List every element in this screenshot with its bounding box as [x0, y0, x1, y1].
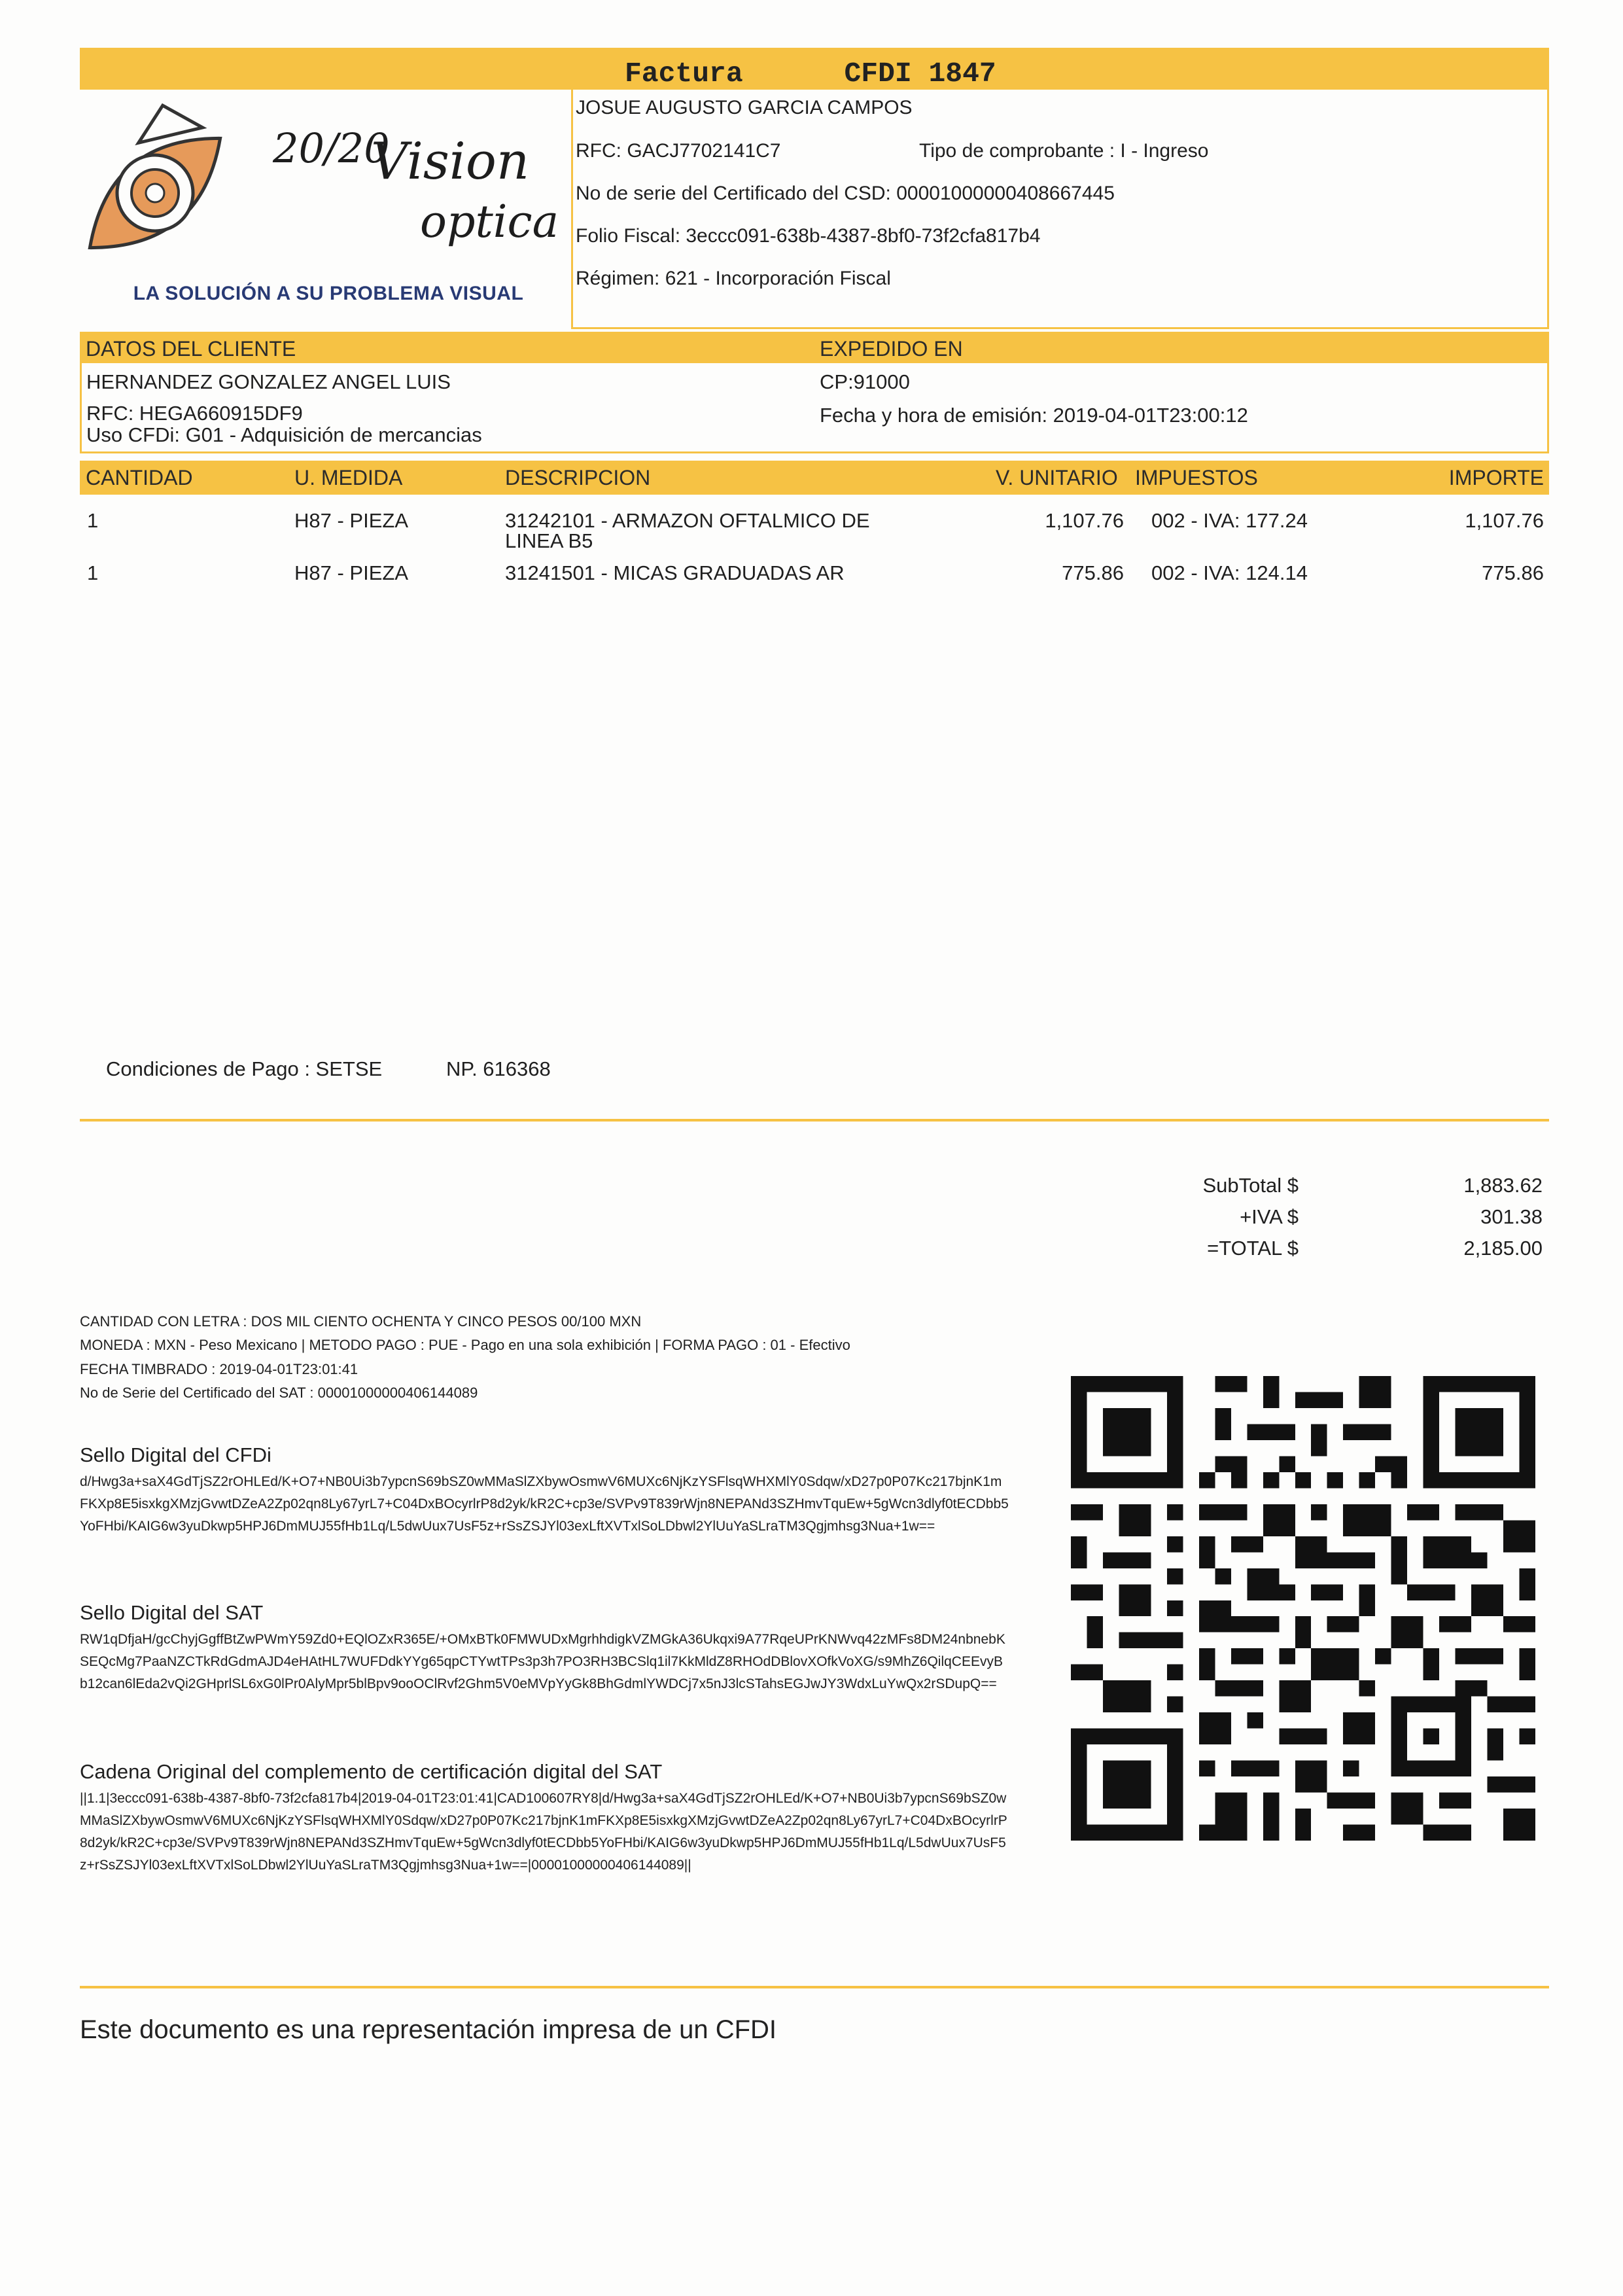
iva-value: 301.38 — [1480, 1205, 1543, 1228]
row-impuestos: 002 - IVA: 177.24 — [1151, 509, 1308, 532]
logo-tagline: LA SOLUCIÓN A SU PROBLEMA VISUAL — [133, 283, 524, 304]
currency-payment-info: MONEDA : MXN - Peso Mexicano | METODO PAGO : PUE - Pago en una sola exhibición | FORMA PAGO : 01 - Efectivo — [80, 1337, 850, 1353]
row-unidad: H87 - PIEZA — [294, 509, 408, 532]
sello-sat-title: Sello Digital del SAT — [80, 1601, 264, 1624]
client-section-bar — [80, 332, 1549, 363]
stamp-date: FECHA TIMBRADO : 2019-04-01T23:01:41 — [80, 1361, 358, 1377]
row-impuestos: 002 - IVA: 124.14 — [1151, 561, 1308, 584]
logo-brand-number: 20/20 — [273, 124, 390, 172]
divider-upper — [80, 1119, 1549, 1122]
issuer-box — [571, 90, 1549, 329]
qr-code — [1071, 1376, 1535, 1841]
total-value: 2,185.00 — [1463, 1237, 1543, 1260]
row-descripcion: 31242101 - ARMAZON OFTALMICO DE — [505, 509, 870, 532]
comprobante-type: Tipo de comprobante : I - Ingreso — [919, 140, 1209, 162]
col-unidad: U. MEDIDA — [294, 466, 403, 489]
title-factura: Factura — [625, 58, 743, 90]
col-unitario: V. UNITARIO — [996, 466, 1118, 489]
row-cantidad: 1 — [87, 561, 99, 584]
row-cantidad: 1 — [87, 509, 99, 532]
row-importe: 775.86 — [1482, 561, 1544, 584]
subtotal-value: 1,883.62 — [1463, 1174, 1543, 1197]
cadena-title: Cadena Original del complemento de certificación digital del SAT — [80, 1760, 663, 1783]
iva-label: +IVA $ — [1240, 1205, 1299, 1228]
col-cantidad: CANTIDAD — [86, 466, 193, 489]
fiscal-folio: Folio Fiscal: 3eccc091-638b-4387-8bf0-73f2cfa817b4 — [576, 225, 1041, 247]
issuer-rfc: RFC: GACJ7702141C7 — [576, 140, 781, 162]
sat-cert-serial: No de Serie del Certificado del SAT : 00001000000406144089 — [80, 1385, 478, 1401]
client-name: HERNANDEZ GONZALEZ ANGEL LUIS — [86, 370, 451, 393]
tax-regime: Régimen: 621 - Incorporación Fiscal — [576, 268, 891, 289]
col-impuestos: IMPUESTOS — [1135, 466, 1258, 489]
client-section-label: DATOS DEL CLIENTE — [86, 337, 296, 361]
row-unidad: H87 - PIEZA — [294, 561, 408, 584]
np-number: NP. 616368 — [446, 1057, 551, 1080]
logo-brand-word: Vision — [371, 132, 530, 191]
title-cfdi-number: CFDI 1847 — [844, 58, 996, 90]
csd-serial: No de serie del Certificado del CSD: 00001000000408667445 — [576, 183, 1115, 204]
cadena-text: ||1.1|3eccc091-638b-4387-8bf0-73f2cfa817b4|2019-04-01T23:01:41|CAD100607RY8|d/Hwg3a+saX4GdTjSZ2rOHLEd/K+O7+NB0Ui3b7ypcnS69bSZ0wMMaSlZXbywOsmwV6MUXc6NjKzYSFlsqWHXMlY0Sdqw/xD27p0P07Kc217bjnK1mFKXp8E5isxkgXMzjGvwtDZeA2Zp02qn8Ly67yrL7+C04DxBOcyrlrP8d2yk/kR2C+cp3e/SVPv9T839rWjn8NEPANd3SZHmvTquEw+5gWcn3dlyf0tECDbb5YoFHbi/KAIG6w3yuDkwp5HPJ6DmMUJ55fHb1Lq/L5dwUux7UsF5z+rSsZSJYl03exLftXVTxlSoLDbwl2YlUuYaSLraTM3Qgjmhsg3Nua+1w==|00001000000406144089|| — [80, 1791, 1007, 1873]
col-descripcion: DESCRIPCION — [505, 466, 651, 489]
payment-conditions: Condiciones de Pago : SETSE — [106, 1057, 383, 1080]
row-unitario: 775.86 — [1062, 561, 1124, 584]
expedido-cp: CP:91000 — [820, 370, 910, 393]
issuer-name: JOSUE AUGUSTO GARCIA CAMPOS — [576, 97, 913, 118]
client-uso-cfdi: Uso CFDi: G01 - Adquisición de mercancias — [86, 423, 482, 446]
col-importe: IMPORTE — [1448, 466, 1544, 489]
sello-sat-text: RW1qDfjaH/gcChyjGgffBtZwPWmY59Zd0+EQlOZxR365E/+OMxBTk0FMWUDxMgrhhdigkVZMGkA36Ukqxi9A77RqeUPrKNWvq42zMFs8DM24nbnebKSEQcMg7PaaNZCTkRdGdmAJD4eHAtHL7WUFDdkYYg65qpCTYwtTPs3p3h7PO3RH3BCSlq1il7KkMldZ8RHOdDBlovXOfkVoXG/s9MhZ6QilqCEEvyBb12can6lEda2vQi2GHprlSL6xG0lPr0AlyMpr5blBpv9ooOClRvf2Ghm5V0eMVpYyGk8BhGdmlYWDCj7x5nJ3lcSTahsEGJwJY3WdxLuYwQx2rSDupQ== — [80, 1632, 1005, 1691]
company-logo — [80, 98, 577, 314]
row-descripcion: 31241501 - MICAS GRADUADAS AR — [505, 561, 845, 584]
sello-cfdi-title: Sello Digital del CFDi — [80, 1443, 271, 1466]
amount-in-words: CANTIDAD CON LETRA : DOS MIL CIENTO OCHENTA Y CINCO PESOS 00/100 MXN — [80, 1313, 642, 1330]
logo-brand-sub: optica — [420, 196, 559, 248]
expedido-section-label: EXPEDIDO EN — [820, 337, 963, 361]
client-rfc: RFC: HEGA660915DF9 — [86, 402, 303, 425]
total-label: =TOTAL $ — [1207, 1237, 1299, 1260]
row-unitario: 1,107.76 — [1045, 509, 1124, 532]
divider-lower — [80, 1986, 1549, 1988]
footer-note: Este documento es una representación impresa de un CFDI — [80, 2015, 777, 2044]
emission-datetime: Fecha y hora de emisión: 2019-04-01T23:00:12 — [820, 404, 1248, 427]
invoice-title — [625, 58, 996, 90]
subtotal-label: SubTotal $ — [1202, 1174, 1299, 1197]
row-importe: 1,107.76 — [1465, 509, 1544, 532]
sello-cfdi-text: d/Hwg3a+saX4GdTjSZ2rOHLEd/K+O7+NB0Ui3b7ypcnS69bSZ0wMMaSlZXbywOsmwV6MUXc6NjKzYSFlsqWHXMlY0Sdqw/xD27p0P07Kc217bjnK1mFKXp8E5isxkgXMzjGvwtDZeA2Zp02qn8Ly67yrL7+C04DxBOcyrlrP8d2yk/kR2C+cp3e/SVPv9T839rWjn8NEPANd3SZHmvTquEw+5gWcn3dlyf0tECDbb5YoFHbi/KAIG6w3yuDkwp5HPJ6DmMUJ55fHb1Lq/L5dwUux7UsF5z+rSsZSJYl03exLftXVTxlSoLDbwl2YlUuYaSLraTM3Qgjmhsg3Nua+1w== — [80, 1474, 1009, 1534]
row-descripcion-cont: LINEA B5 — [505, 529, 593, 552]
